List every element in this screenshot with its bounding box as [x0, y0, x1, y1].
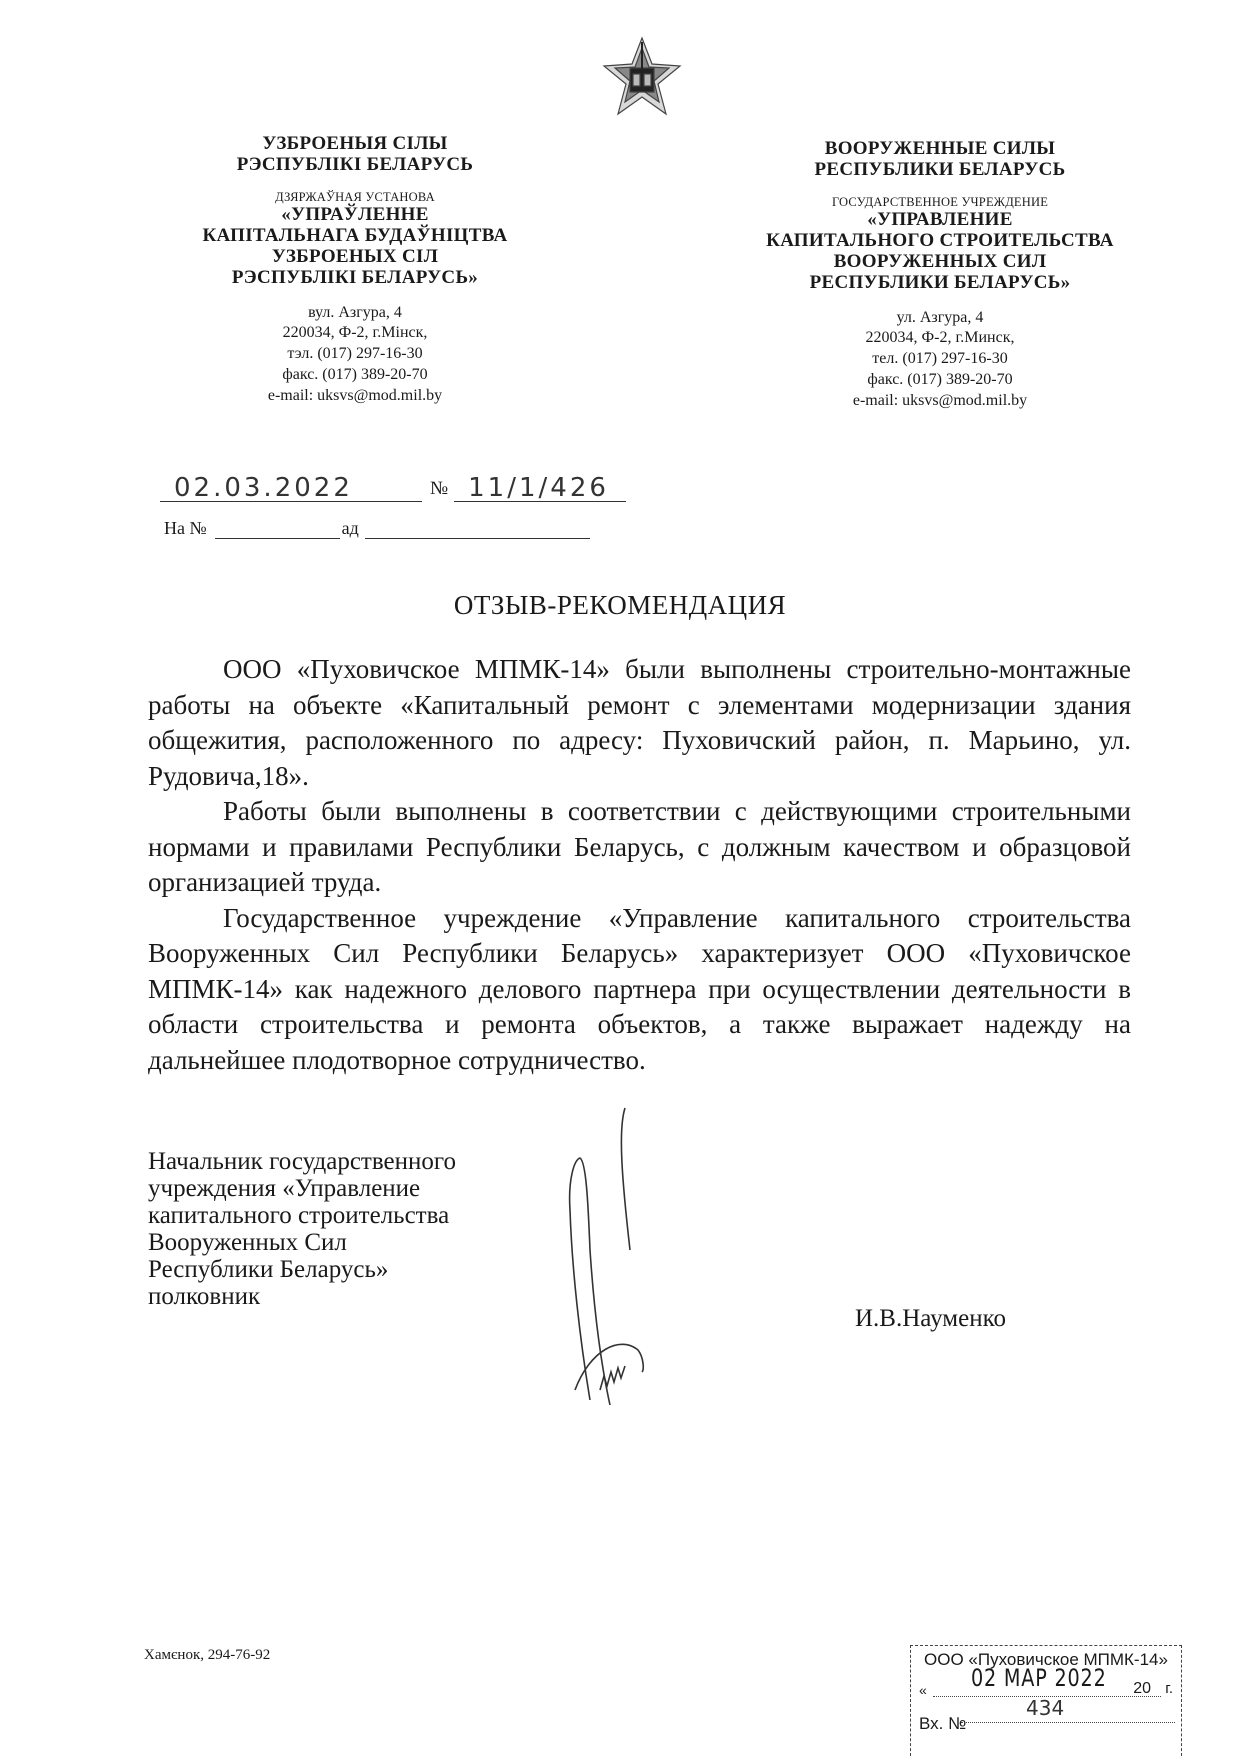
header-right-line2: РЕСПУБЛИКИ БЕЛАРУСЬ [814, 159, 1066, 181]
position-line: учреждения «Управление [148, 1175, 421, 1202]
position-line: Республики Беларусь» [148, 1256, 389, 1283]
signatory-position [148, 1148, 456, 1310]
stamp-incoming-line [961, 1722, 1175, 1723]
header-left-address [190, 303, 520, 407]
position-line: Начальник государственного [148, 1148, 456, 1175]
header-right-org-name: КАПИТАЛЬНОГО СТРОИТЕЛЬСТВА [766, 229, 1114, 251]
document-body [148, 652, 1131, 1078]
address-line: тел. (017) 297-16-30 [872, 350, 1008, 368]
header-left-org-name: КАПІТАЛЬНАГА БУДАЎНІЦТВА [202, 224, 508, 246]
reply-label: На № [164, 518, 207, 538]
address-line: ул. Азгура, 4 [896, 308, 984, 326]
header-left-org-type: ДЗЯРЖАЎНАЯ УСТАНОВА [275, 189, 435, 204]
body-paragraph: ООО «Пуховичское МПМК-14» были выполнены строительно-монтажные работы на объекте «Капитальный ремонт с элементами модернизации здания общежития, расположенного по адресу: Пуховичский район, п. Марьино, ул. Рудовича,18». [148, 654, 1131, 791]
number-sign: № [430, 478, 449, 499]
body-paragraph: Работы были выполнены в соответствии с действующими строительными нормами и правилами Республики Беларусь, с должным качеством и образцовой организацией труда. [148, 796, 1131, 897]
reply-from-label: ад [341, 518, 359, 538]
header-left [190, 133, 520, 407]
emblem-icon [602, 34, 682, 124]
reply-number-blank [215, 520, 340, 539]
address-line: факс. (017) 389-20-70 [867, 370, 1013, 388]
body-paragraph: Государственное учреждение «Управление капитального строительства Вооруженных Сил Республики Беларусь» характеризует ООО «Пуховичское МПМК-14» как надежного делового партнера при осуществлении деятельности в области строительства и ремонта объектов, а также выражает надежду на дальнейшее плодотворное сотрудничество. [148, 902, 1131, 1075]
reply-date-blank [365, 520, 590, 539]
signatory-name: И.В.Науменко [855, 1305, 1006, 1332]
address-line: вул. Азгура, 4 [308, 303, 402, 321]
header-right-org-type: ГОСУДАРСТВЕННОЕ УЧРЕЖДЕНИЕ [831, 194, 1049, 209]
address-line: e-mail: uksvs@mod.mil.by [267, 386, 443, 404]
address-line: 220034, Ф-2, г.Минск, [865, 329, 1015, 347]
header-left-line1: УЗБРОЕНЫЯ СІЛЫ [262, 133, 448, 154]
header-right [745, 138, 1135, 412]
stamp-date: 02 МАР 2022 [971, 1664, 1107, 1692]
registration-date: 02.03.2022 [160, 475, 422, 502]
handwritten-signature [560, 1090, 670, 1410]
position-line: Вооруженных Сил [148, 1229, 347, 1256]
incoming-stamp [910, 1645, 1182, 1756]
stamp-incoming-row [911, 1696, 1181, 1733]
registration-line [160, 475, 626, 502]
header-right-line1: ВООРУЖЕННЫЕ СИЛЫ [824, 138, 1056, 159]
header-right-org-name: РЕСПУБЛИКИ БЕЛАРУСЬ» [809, 272, 1071, 294]
header-right-org-name: ВООРУЖЕННЫХ СИЛ [833, 251, 1047, 273]
stamp-year-prefix: 20 [1133, 1680, 1151, 1697]
header-left-org-name: «УПРАЎЛЕННЕ [281, 203, 429, 225]
header-left-line2: РЭСПУБЛІКІ БЕЛАРУСЬ [236, 154, 474, 176]
address-line: e-mail: uksvs@mod.mil.by [852, 391, 1028, 409]
header-left-org-name: УЗБРОЕНЫХ СІЛ [271, 246, 439, 268]
stamp-year-suffix: г. [1165, 1680, 1173, 1697]
address-line: тэл. (017) 297-16-30 [287, 345, 423, 363]
address-line: 220034, Ф-2, г.Мінск, [282, 324, 428, 342]
stamp-incoming-label: Вх. № [919, 1714, 967, 1733]
stamp-org: ООО «Пуховичское МПМК-14» [924, 1650, 1168, 1669]
stamp-incoming-number: 434 [1026, 1696, 1065, 1720]
header-right-org-name: «УПРАВЛЕНИЕ [867, 208, 1013, 230]
position-line: полковник [148, 1283, 261, 1310]
document-title: ОТЗЫВ-РЕКОМЕНДАЦИЯ [453, 590, 787, 620]
address-line: факс. (017) 389-20-70 [282, 365, 428, 383]
executor-info: Хамєнок, 294-76-92 [144, 1647, 271, 1663]
header-left-org-name: РЭСПУБЛІКІ БЕЛАРУСЬ» [231, 267, 479, 289]
header-right-address [745, 308, 1135, 412]
stamp-open-quote: « [919, 1682, 927, 1698]
registration-number: 11/1/426 [454, 475, 626, 502]
position-line: капитального строительства [148, 1202, 450, 1229]
reply-reference-line [164, 518, 590, 539]
